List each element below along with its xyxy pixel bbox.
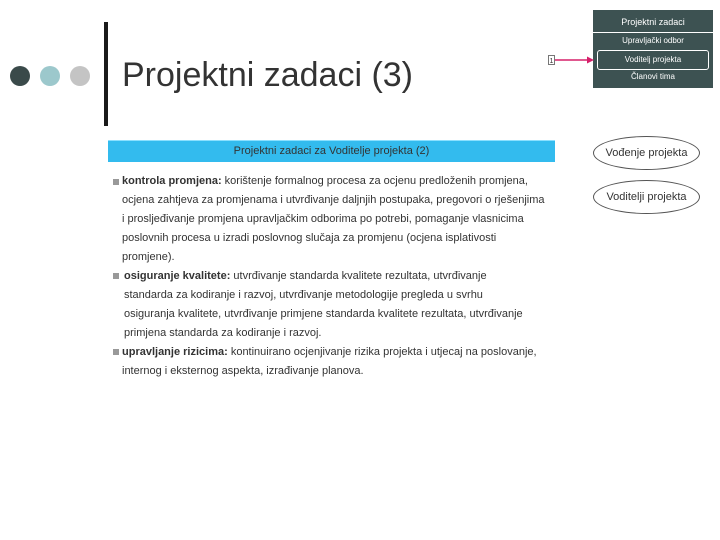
decor-dot-teal xyxy=(40,66,60,86)
bullet-text: korištenje formalnog procesa za ocjenu predloženih promjena, ocjena zahtjeva za promjenama i utvrđivanje daljnjih postupaka, pregovori o rješenjima i prosljeđivanje promjena upravljačkim odborima po potrebi, pomaganje vlasnicima poslovnih procesa u izradi poslovnog slučaja za promjenu (ocjena isplativosti promjene). xyxy=(122,175,545,263)
bullet-text: kontinuirano ocjenjivanje rizika projekta i utjecaj na poslovanje, internog i eksternog aspekta, izrađivanje planova. xyxy=(122,346,537,377)
side-panel-header: Projektni zadaci xyxy=(593,12,713,33)
section-banner: Projektni zadaci za Voditelje projekta (2) xyxy=(108,140,555,162)
side-panel xyxy=(593,10,713,88)
bullet-icon xyxy=(113,349,119,355)
bullet-paragraph xyxy=(122,172,547,267)
side-panel-item: Voditelj projekta xyxy=(624,55,682,64)
bullet-paragraph xyxy=(122,343,547,381)
side-panel-item: Upravljački odbor xyxy=(622,36,684,45)
bullet-term: kontrola promjena: xyxy=(122,175,222,187)
bullet-icon xyxy=(113,179,119,185)
slide-title: Projektni zadaci (3) xyxy=(122,56,414,94)
bullet-text: utvrđivanje standarda kvalitete rezultata, utvrđivanje standarda za kodiranje i razvoj, utvrđivanje metodologije pregleda u svrhu osiguranja kvalitete, utvrđivanje primjene standarda kvalitete rezultata, utvrđivanje primjena standarda za kodiranje i razvoj. xyxy=(124,270,523,339)
bullet-paragraph xyxy=(124,267,524,343)
bullet-icon xyxy=(113,273,119,279)
role-oval xyxy=(593,136,700,170)
arrow-label: 1 xyxy=(549,58,554,65)
decor-dot-gray xyxy=(70,66,90,86)
role-oval xyxy=(593,180,700,214)
arrow-icon xyxy=(548,55,594,65)
role-oval-label: Vođenje projekta xyxy=(605,146,688,159)
role-oval-label: Voditelji projekta xyxy=(606,190,687,203)
side-panel-item: Članovi tima xyxy=(630,72,675,81)
bullet-term: osiguranje kvalitete: xyxy=(124,270,231,282)
decor-dot-dark xyxy=(10,66,30,86)
title-divider xyxy=(104,22,108,126)
bullet-term: upravljanje rizicima: xyxy=(122,346,228,358)
